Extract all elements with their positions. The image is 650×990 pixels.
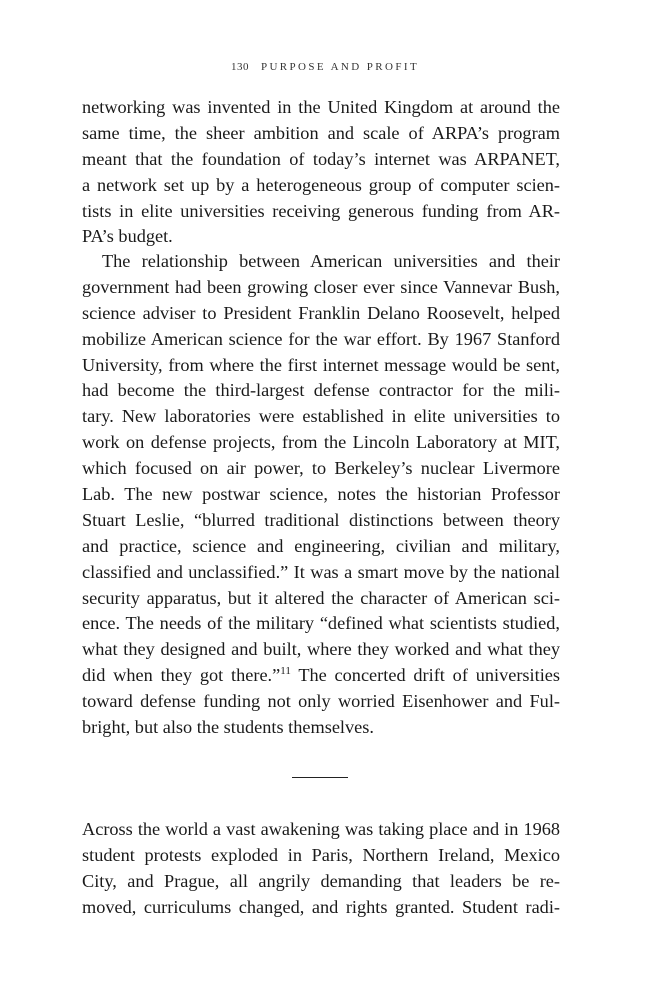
text-line: tists in elite universities receiving generous funding from AR- [82, 200, 560, 221]
text-line: security apparatus, but it altered the character of American sci- [82, 587, 560, 608]
section-break-rule [292, 777, 348, 778]
text-line: Lab. The new postwar science, notes the historian Professor [82, 484, 560, 505]
text-line: had become the third-largest defense contractor for the mili- [82, 380, 560, 401]
text-line: PA’s budget. [82, 226, 173, 247]
text-line-start: did when they got there.” [82, 665, 281, 686]
running-head-title: PURPOSE AND PROFIT [260, 61, 420, 73]
text-line [82, 663, 560, 689]
text-line: networking was invented in the United Kingdom at around the [82, 97, 560, 117]
text-line: tary. New laboratories were established in elite universities to [82, 406, 560, 427]
running-head [0, 61, 650, 73]
text-line: meant that the foundation of today’s internet was ARPANET, [82, 148, 560, 169]
text-line: a network set up by a heterogeneous group of computer scien- [82, 174, 560, 195]
text-line: same time, the sheer ambition and scale of ARPA’s program [82, 122, 560, 143]
text-line: mobilize American science for the war effort. By 1967 Stanford [82, 328, 560, 349]
text-line: City, and Prague, all angrily demanding that leaders be re- [82, 870, 560, 891]
paragraph-2 [82, 249, 560, 741]
text-line: government had been growing closer ever since Vannevar Bush, [82, 276, 560, 297]
text-line: toward defense funding not only worried Eisenhower and Ful- [82, 691, 560, 712]
text-line-end: The concerted drift of universities [290, 665, 560, 686]
footnote-ref: 11 [280, 665, 291, 678]
text-line: ence. The needs of the military “defined what scientists studied, [82, 613, 560, 634]
text-line: work on defense projects, from the Lincoln Laboratory at MIT, [82, 432, 560, 453]
paragraph-3 [82, 817, 560, 921]
text-line: The relationship between American universities and their [102, 251, 560, 271]
text-line: what they designed and built, where they worked and what they [82, 639, 560, 660]
text-line: University, from where the first internet message would be sent, [82, 354, 560, 375]
text-line: which focused on air power, to Berkeley’s nuclear Livermore [82, 458, 560, 479]
text-line: and practice, science and engineering, civilian and military, [82, 535, 560, 556]
paragraph-1 [82, 95, 560, 250]
text-line: Across the world a vast awakening was taking place and in 1968 [82, 819, 560, 839]
text-line: moved, curriculums changed, and rights granted. Student radi- [82, 896, 560, 917]
text-line: bright, but also the students themselves. [82, 717, 374, 738]
text-line: classified and unclassified.” It was a smart move by the national [82, 561, 560, 582]
text-line: science adviser to President Franklin Delano Roosevelt, helped [82, 302, 560, 323]
text-line: Stuart Leslie, “blurred traditional distinctions between theory [82, 509, 560, 530]
page-number: 130 [230, 61, 249, 73]
text-line: student protests exploded in Paris, Northern Ireland, Mexico [82, 844, 560, 865]
